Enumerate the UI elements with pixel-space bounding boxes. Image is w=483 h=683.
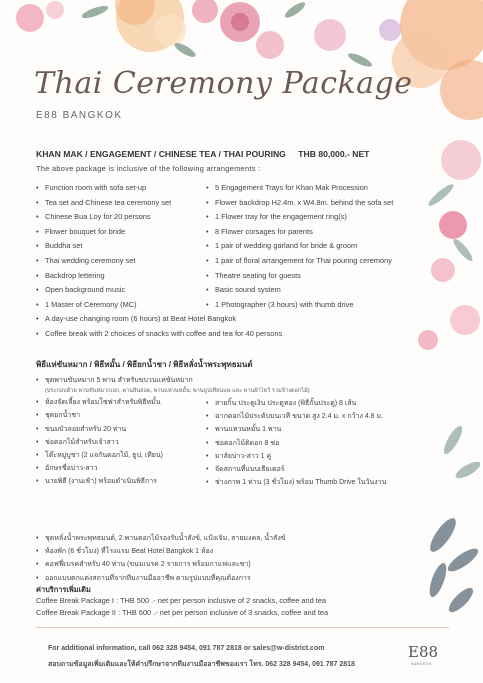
list-item: • ขนมบัวลอยสำหรับ 20 ท่าน <box>36 423 310 436</box>
list-item: • นายพิธี (งานเช้า) พร้อมดำเนินพิธีการ <box>36 475 310 488</box>
list-item: • 8 Flower corsages for parents <box>206 225 393 240</box>
package-price: THB 80,000.- NET <box>298 149 370 159</box>
list-item: • Flower bouquet for bride <box>36 225 171 240</box>
contact-info-english: For additional information, call 062 328 9454, 091 787 2818 or sales@w-district.com <box>48 645 325 652</box>
thai-inclusions-right-list <box>206 397 386 489</box>
list-item: • Open background music <box>36 283 171 298</box>
list-item: • 1 Photographer (3 hours) with thumb drive <box>206 298 393 313</box>
list-item: • มาลัยบ่าว-สาว 1 คู่ <box>206 450 386 463</box>
leaf-icon <box>426 515 481 615</box>
list-item: • ช่อดอกไม้สำหรับเจ้าสาว <box>36 436 310 449</box>
list-item: • ห้องพัก (6 ชั่วโมง) ที่โรงแรม Beat Hotel Bangkok 1 ห้อง <box>36 545 286 558</box>
footer-divider <box>36 627 449 628</box>
list-item: • ห้องจัดเลี้ยง พร้อมโซฟาสำหรับพิธีหมั้น <box>36 396 310 409</box>
list-item: • Flower backdrop H2.4m. x W4.8m. behind the sofa set <box>206 196 393 211</box>
inclusions-right-list <box>206 181 393 312</box>
list-item: • 5 Engagement Trays for Khan Mak Procession <box>206 181 393 196</box>
extras-heading: ค่าบริการเพิ่มเติม <box>36 585 91 594</box>
leaf-decoration-bottom <box>413 505 483 615</box>
list-item: • อักษรชื่อบ่าว-สาว <box>36 462 310 475</box>
list-item: • คอฟฟี่เบรคสำหรับ 40 ท่าน (ขนมเบรค 2 รายการ พร้อมกาแฟและชา) <box>36 558 286 571</box>
list-item: • Basic sound system <box>206 283 393 298</box>
thai-inclusions-full-list <box>36 532 286 585</box>
e88-logo-subtext: BANGKOK <box>411 662 432 666</box>
e88-logo: E88 <box>408 643 439 661</box>
inclusions-left-list <box>36 181 171 312</box>
pink-rose-icon <box>192 0 284 59</box>
venue-subtitle: E88 BANGKOK <box>36 110 123 121</box>
list-item: • ออกแบบตกแต่งสถานที่จากทีมงานมืออาชีพ ตามรูปแบบที่คุณต้องการ <box>36 572 286 585</box>
floral-decoration-right <box>413 110 483 570</box>
list-item: • Function room with sofa set-up <box>36 181 171 196</box>
list-item: • ชุดพานขันหมาก 5 พาน สำหรับขบวนแห่ขันหมาก <box>36 374 310 387</box>
list-item: • Tea set and Chinese tea ceremony set <box>36 196 171 211</box>
list-item: • Buddha set <box>36 239 171 254</box>
list-item: • Backdrop lettering <box>36 269 171 284</box>
list-item: • Thai wedding ceremony set <box>36 254 171 269</box>
inclusions-full-list <box>36 312 282 341</box>
list-item: • จัดสถานที่แบบเธียเตอร์ <box>206 463 386 476</box>
list-item: • ช่างภาพ 1 ท่าน (3 ชั่วโมง) พร้อม Thumb Drive ในวันงาน <box>206 476 386 489</box>
list-item: • A day-use changing room (6 hours) at Beat Hotel Bangkok <box>36 312 282 327</box>
list-item: • 1 Flower tray for the engagement ring(s) <box>206 210 393 225</box>
list-item: • Coffee break with 2 choices of snacks with coffee and tea for 40 persons <box>36 327 282 342</box>
list-item: • Chinese Bua Loy for 20 persons <box>36 210 171 225</box>
list-item: • 1 pair of floral arrangement for Thai pouring ceremony <box>206 254 393 269</box>
coffee-break-package-1: Coffee Break Package I : THB 500 .- net per person inclusive of 2 snacks, coffee and tea <box>36 596 327 605</box>
list-item: • 1 pair of wedding garland for bride & groom <box>206 239 393 254</box>
list-item: • 1 Master of Ceremony (MC) <box>36 298 171 313</box>
list-item: • พานแหวนหมั้น 1 พาน <box>206 423 386 436</box>
list-item: • ชุดยกน้ำชา <box>36 409 310 422</box>
list-item: • ช่อดอกไม้ติดอก 8 ช่อ <box>206 437 386 450</box>
list-item: • ชุดหลั่งน้ำพระพุทธมนต์, 2 พานดอกไม้รองรับน้ำสังข์, แป้งเจิม, สายมงคล, น้ำสังข์ <box>36 532 286 545</box>
page-title: Thai Ceremony Package <box>34 66 413 101</box>
list-item: • สายกิ้น ประดูเงิน ประตูทอง (พิธีกั้นประตู) 8 เส้น <box>206 397 386 410</box>
pink-rose-icon <box>418 140 481 350</box>
package-intro: The above package is inclusive of the following arrangements : <box>36 164 261 173</box>
package-heading <box>36 149 369 159</box>
list-item: • Theatre seating for guests <box>206 269 393 284</box>
coffee-break-package-2: Coffee Break Package II : THB 600 .- net per person inclusive of 3 snacks, coffee and tea <box>36 608 329 617</box>
thai-package-heading: พิธีแห่ขันหมาก / พิธีหมั้น / พิธียกน้ำชา / พิธีหลั่งน้ำพระพุทธมนต์ <box>36 360 253 369</box>
list-item: • ฉากดอกไม้ประดับบนเวที ขนาด สูง 2.4 ม. x กว้าง 4.8 ม. <box>206 410 386 423</box>
contact-info-thai: สอบถามข้อมูลเพิ่มเติมและให้คำปรึกษาจากทีมงานมืออาชีพของเรา โทร. 062 328 9454, 091 787 2818 <box>48 661 355 668</box>
peach-flower-icon <box>392 0 483 120</box>
list-item-note: (ประกอบด้วย พานขันหมากเอก, พานสินสอด, พานแหวนหมั้น, พานธูปเทียนแพ และ พานผ้าไหว้ รวมจ้างดอกไม้) <box>45 388 310 395</box>
list-item: • โต๊ะหมู่บูชา (2 แจกันดอกไม้, ธูป, เทียน) <box>36 449 310 462</box>
package-name: KHAN MAK / ENGAGEMENT / CHINESE TEA / THAI POURING <box>36 149 286 159</box>
